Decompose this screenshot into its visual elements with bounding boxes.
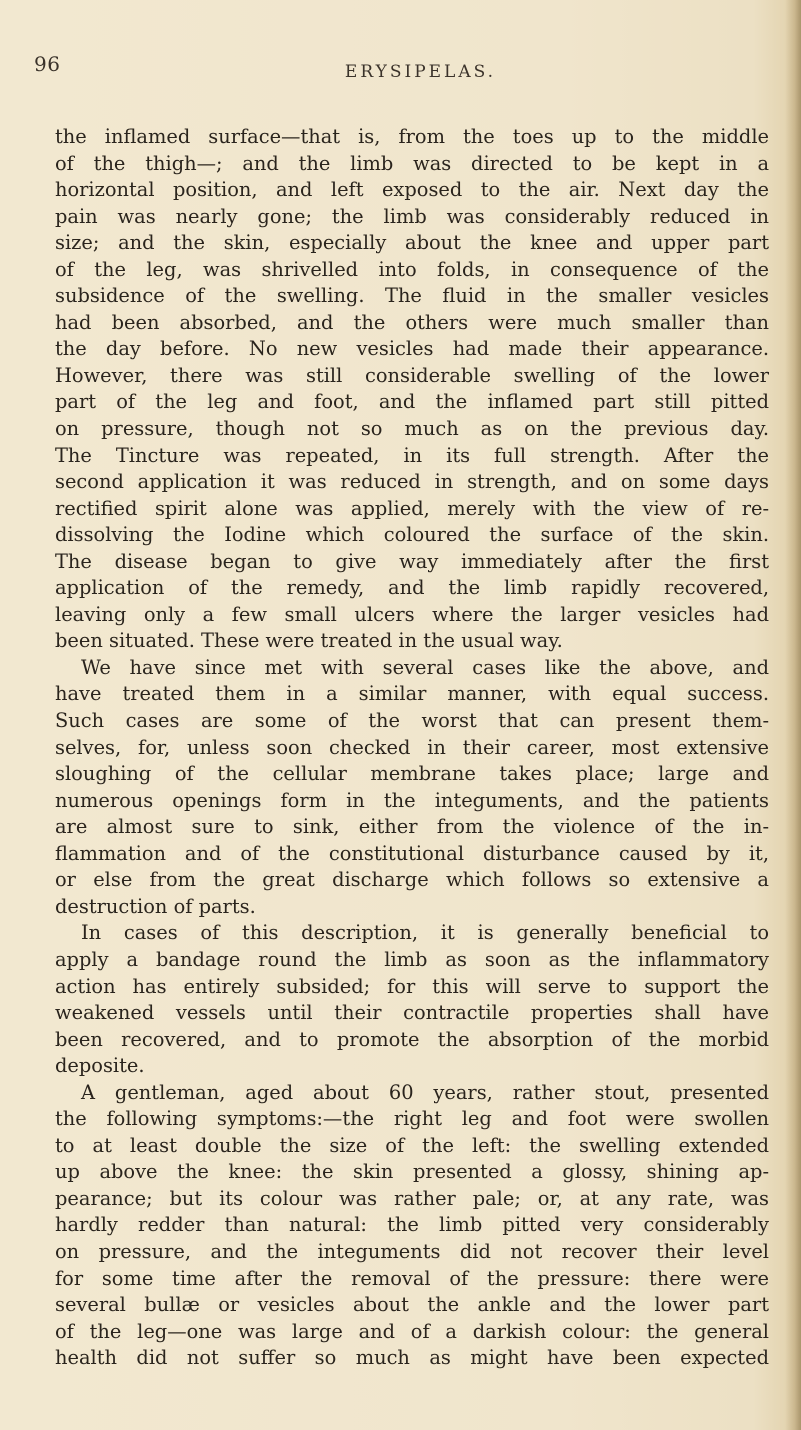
text-line: pearance; but its colour was rather pale; or, at any rate, was (55, 1186, 769, 1210)
text-line: on pressure, though not so much as on the previous day. (55, 417, 769, 441)
text-line: flammation and of the constitutional disturbance caused by it, (55, 841, 769, 865)
text-line: on pressure, and the integuments did not recover their level (55, 1239, 769, 1263)
text-line: sloughing of the cellular membrane takes place; large and (55, 762, 769, 786)
text-line: the following symptoms:—the right leg and foot were swollen (55, 1107, 769, 1131)
text-line: application of the remedy, and the limb rapidly recovered, (55, 576, 769, 600)
text-line: or else from the great discharge which follows so extensive a (55, 868, 769, 892)
text-line: The Tincture was repeated, in its full strength. After the (55, 443, 769, 467)
text-line: of the thigh—; and the limb was directed to be kept in a (55, 151, 769, 175)
text-line: health did not suffer so much as might have been expected (55, 1346, 769, 1370)
text-line: size; and the skin, especially about the knee and upper part (55, 231, 769, 255)
running-head: ERYSIPELAS. (344, 62, 497, 82)
text-line: leaving only a few small ulcers where the larger vesicles had (55, 602, 769, 626)
text-line: apply a bandage round the limb as soon as the inflammatory (55, 947, 769, 971)
text-line: hardly redder than natural: the limb pitted very considerably (55, 1213, 769, 1237)
text-line: been situated. These were treated in the usual way. (55, 629, 563, 653)
text-line: second application it was reduced in strength, and on some days (55, 470, 769, 494)
text-line: of the leg—one was large and of a darkish colour: the general (55, 1319, 769, 1343)
text-line: have treated them in a similar manner, with equal success. (55, 682, 769, 706)
text-line: subsidence of the swelling. The fluid in the smaller vesicles (55, 284, 769, 308)
text-line: for some time after the removal of the pressure: there were (55, 1266, 769, 1290)
text-line: destruction of parts. (55, 894, 256, 918)
text-line: been recovered, and to promote the absorption of the morbid (55, 1027, 769, 1051)
text-line: numerous openings form in the integuments, and the patients (55, 788, 769, 812)
text-line: selves, for, unless soon checked in their career, most extensive (55, 735, 769, 759)
text-line: However, there was still considerable swelling of the lower (55, 363, 769, 387)
text-line: weakened vessels until their contractile properties shall have (55, 1001, 769, 1025)
text-line: of the leg, was shrivelled into folds, in consequence of the (55, 257, 769, 281)
page-edge-shadow (785, 0, 801, 1430)
text-line: the inflamed surface—that is, from the toes up to the middle (55, 125, 769, 148)
text-line: deposite. (55, 1054, 145, 1078)
text-line: A gentleman, aged about 60 years, rather stout, presented (81, 1080, 769, 1104)
body-text (55, 124, 769, 1372)
text-line: up above the knee: the skin presented a glossy, shining ap- (55, 1160, 769, 1184)
text-line: part of the leg and foot, and the inflamed part still pitted (55, 390, 769, 414)
page-number: 96 (34, 52, 61, 76)
text-line: dissolving the Iodine which coloured the surface of the skin. (55, 523, 769, 547)
text-line: We have since met with several cases like the above, and (81, 655, 769, 679)
text-line: pain was nearly gone; the limb was considerably reduced in (55, 204, 769, 228)
text-line: to at least double the size of the left: the swelling extended (55, 1133, 769, 1157)
text-line: several bullæ or vesicles about the ankle and the lower part (55, 1293, 769, 1317)
text-line: the day before. No new vesicles had made their appearance. (55, 337, 769, 361)
page-header (0, 52, 801, 96)
text-line: action has entirely subsided; for this will serve to support the (55, 974, 769, 998)
text-line: had been absorbed, and the others were much smaller than (55, 310, 769, 334)
text-line: Such cases are some of the worst that can present them- (55, 709, 769, 733)
text-line: The disease began to give way immediately after the first (55, 549, 769, 573)
text-line: horizontal position, and left exposed to the air. Next day the (55, 178, 769, 202)
text-line: are almost sure to sink, either from the violence of the in- (55, 815, 769, 839)
text-line: rectified spirit alone was applied, merely with the view of re- (55, 496, 769, 520)
text-line: In cases of this description, it is generally beneficial to (81, 921, 769, 945)
